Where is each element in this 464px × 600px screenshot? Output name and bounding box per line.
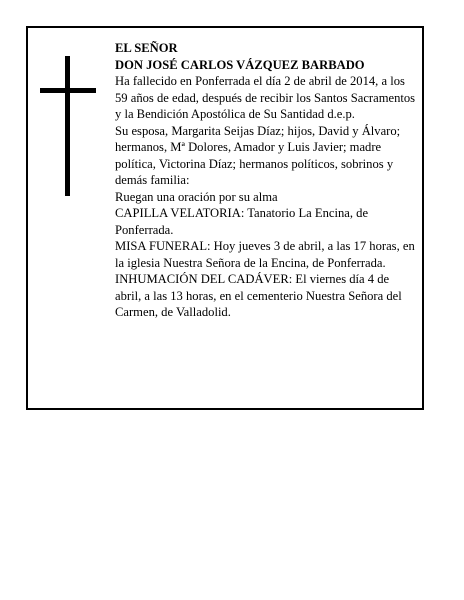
chapel-info: CAPILLA VELATORIA: Tanatorio La Encina, de Ponferrada. [115,206,369,237]
deceased-name: DON JOSÉ CARLOS VÁZQUEZ BARBADO [115,57,365,72]
cross-vertical-bar [65,56,70,196]
death-announcement: Ha fallecido en Ponferrada el día 2 de abril de 2014, a los 59 años de edad, después de recibir los Santos Sacramentos y la Bendición Apostólica de Su Santidad d.e.p. [115,74,416,121]
cross-icon [40,56,96,196]
funeral-mass-info: MISA FUNERAL: Hoy jueves 3 de abril, a las 17 horas, en la iglesia Nuestra Señora de la Encina, de Ponferrada. [115,239,415,270]
prayer-request: Ruegan una oración por su alma [115,189,278,204]
cross-horizontal-bar [40,88,96,93]
burial-info: INHUMACIÓN DEL CADÁVER: El viernes día 4 de abril, a las 13 horas, en el cementerio Nuestra Señora del Carmen, de Valladolid. [115,272,402,319]
title-line: EL SEÑOR [115,41,178,55]
family-members: Su esposa, Margarita Seijas Díaz; hijos, David y Álvaro; hermanos, Mª Dolores, Amador y Luis Javier; madre política, Victorina Díaz; hermanos políticos, sobrinos y demás familia: [115,123,401,187]
notice-text [115,40,417,321]
obituary-notice [26,26,424,410]
